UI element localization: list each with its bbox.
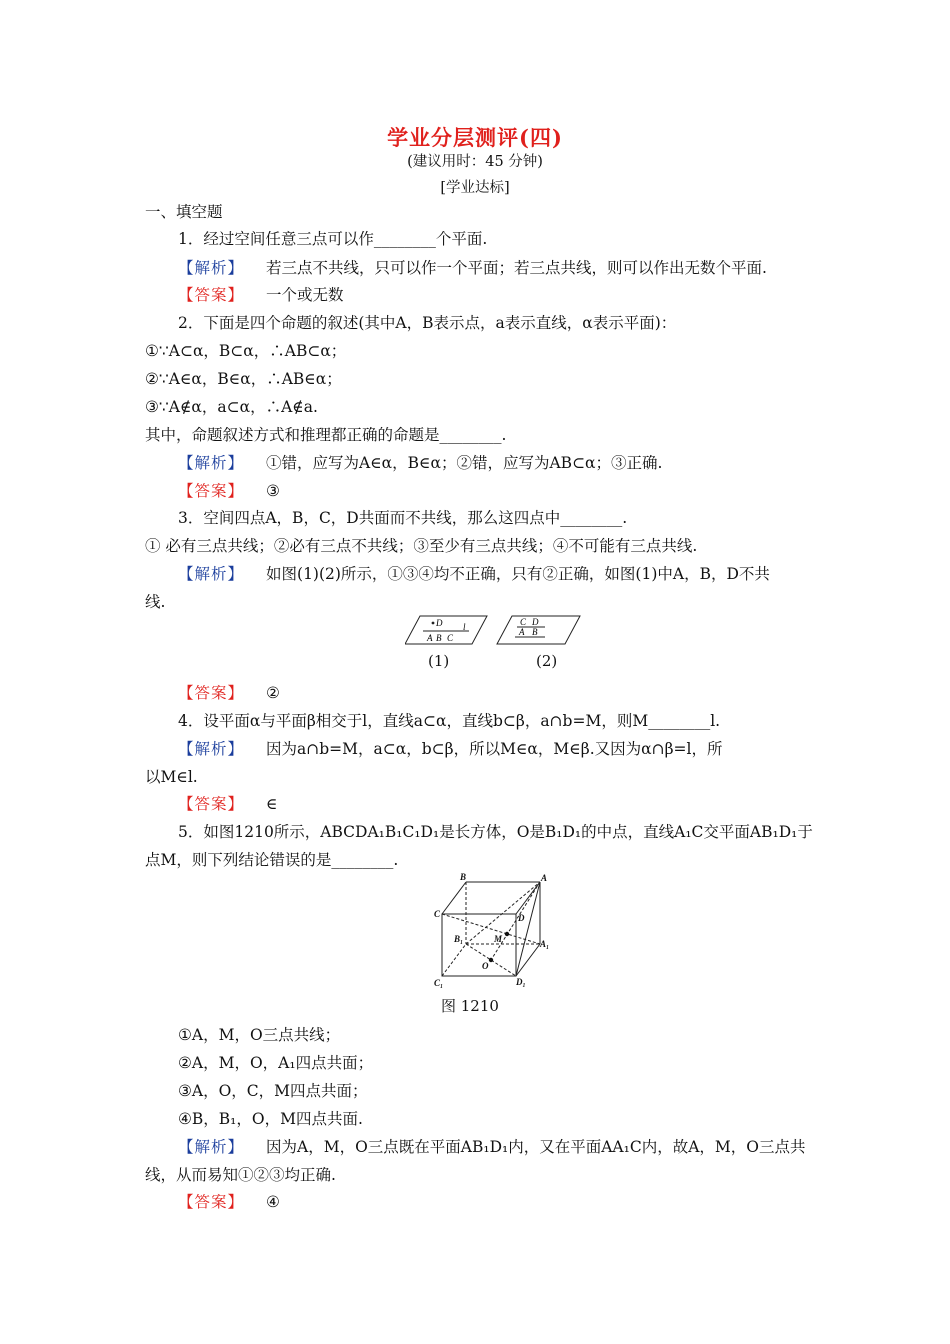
- q3-analysis: [178, 562, 770, 584]
- fig-label-b1: B₁: [454, 934, 464, 944]
- answer-tag: 【答案】: [178, 795, 245, 813]
- q1-answer-text: 一个或无数: [266, 286, 344, 304]
- q5-answer-text: ④: [266, 1193, 280, 1211]
- q3-stem: 3．空间四点A，B，C，D共面而不共线，那么这四点中________.: [178, 509, 628, 527]
- analysis-tag: 【解析】: [178, 454, 245, 472]
- q2-option-1: ①∵A⊂α，B⊂α，∴AB⊂α；: [145, 342, 347, 360]
- q5-stem-cont: 点M，则下列结论错误的是________.: [145, 851, 399, 869]
- fig-label-a: A: [541, 873, 548, 883]
- q5-stem: 5．如图1210所示，ABCDA₁B₁C₁D₁是长方体，O是B₁D₁的中点，直线A₁C交平面AB₁D₁于: [178, 823, 813, 841]
- page-subtitle: (建议用时：45 分钟): [407, 154, 543, 170]
- fig-label-b: B: [460, 872, 467, 882]
- q5-option-4: ④B，B₁，O，M四点共面.: [178, 1110, 363, 1128]
- q5-analysis: [178, 1135, 805, 1157]
- fig-label-c: C: [434, 909, 441, 919]
- fig1-label-l: l: [463, 622, 466, 632]
- section-tag: [学业达标]: [440, 180, 510, 196]
- q2-analysis: [178, 451, 662, 473]
- figure-1-plane: [405, 616, 487, 644]
- fig2-label-d: D: [532, 617, 539, 627]
- analysis-tag: 【解析】: [178, 740, 245, 758]
- answer-tag: 【答案】: [178, 286, 245, 304]
- q5-option-1: ①A，M，O三点共线；: [178, 1026, 341, 1044]
- answer-tag: 【答案】: [178, 684, 245, 702]
- q1-stem: 1．经过空间任意三点可以作________个平面.: [178, 230, 488, 248]
- fig-label-o: O: [482, 961, 489, 971]
- q2-stem: 2．下面是四个命题的叙述(其中A，B表示点，a表示直线，α表示平面)：: [178, 314, 677, 332]
- fig1-label-a: A: [427, 633, 433, 643]
- figure-2-plane: [497, 616, 580, 644]
- analysis-tag: 【解析】: [178, 1138, 245, 1156]
- fig1-label-d: D: [436, 618, 443, 628]
- q2-answer: [178, 479, 280, 501]
- q5-analysis-text: 因为A，M，O三点既在平面AB₁D₁内，又在平面AA₁C内，故A，M，O三点共: [266, 1138, 806, 1156]
- fig1-label-c: C: [447, 633, 454, 643]
- q1-analysis-text: 若三点不共线，只可以作一个平面；若三点共线，则可以作出无数个平面.: [266, 259, 767, 277]
- analysis-tag: 【解析】: [178, 565, 245, 583]
- q5-cuboid-figure: [428, 872, 556, 990]
- q1-answer: [178, 283, 344, 305]
- q3-fig2-caption: (2): [536, 652, 558, 670]
- fig-label-d: D: [518, 913, 525, 923]
- fig-label-d1: D₁: [516, 977, 526, 987]
- q3-analysis-cont: 线.: [145, 593, 166, 611]
- q3-analysis-text: 如图(1)(2)所示，①③④均不正确，只有②正确，如图(1)中A，B，D不共: [266, 565, 770, 583]
- q3-fig1-caption: (1): [428, 652, 450, 670]
- q5-option-3: ③A，O，C，M四点共面；: [178, 1082, 368, 1100]
- q5-option-2: ②A，M，O，A₁四点共面；: [178, 1054, 374, 1072]
- q3-options: ① 必有三点共线；②必有三点不共线；③至少有三点共线；④不可能有三点共线.: [145, 537, 698, 555]
- q5-answer: [178, 1190, 280, 1212]
- q2-answer-text: ③: [266, 482, 280, 500]
- q4-analysis: [178, 737, 723, 759]
- q3-answer-text: ②: [266, 684, 280, 702]
- q4-analysis-cont: 以M∈l.: [145, 768, 198, 786]
- q4-answer-text: ∈: [266, 795, 278, 813]
- section-heading: 一、填空题: [145, 203, 223, 221]
- q3-figures: [405, 614, 585, 648]
- q5-fig-caption: 图 1210: [441, 997, 499, 1015]
- q1-analysis: [178, 256, 767, 278]
- q2-option-3: ③∵A∉α，a⊂α，∴A∉a.: [145, 398, 318, 416]
- q4-stem: 4．设平面α与平面β相交于l，直线a⊂α，直线b⊂β，a∩b=M，则M________l.: [178, 712, 721, 730]
- q3-answer: [178, 681, 280, 703]
- fig2-label-a: A: [519, 627, 525, 637]
- q4-answer: [178, 792, 278, 814]
- answer-tag: 【答案】: [178, 1193, 245, 1211]
- fig-label-c1: C₁: [434, 978, 444, 988]
- fig1-label-b: B: [436, 633, 442, 643]
- analysis-tag: 【解析】: [178, 259, 245, 277]
- answer-tag: 【答案】: [178, 482, 245, 500]
- fig-label-a1: A₁: [540, 939, 550, 949]
- fig2-label-b: B: [532, 627, 538, 637]
- q2-question: 其中，命题叙述方式和推理都正确的命题是________.: [145, 426, 507, 444]
- q2-analysis-text: ①错，应写为A∈α，B∈α；②错，应写为AB⊂α；③正确.: [266, 454, 663, 472]
- q4-analysis-text: 因为a∩b=M，a⊂α，b⊂β，所以M∈α，M∈β.又因为α∩β=l，所: [266, 740, 723, 758]
- page-title: 学业分层测评(四): [387, 125, 563, 150]
- q5-analysis-cont: 线，从而易知①②③均正确.: [145, 1166, 336, 1184]
- fig-label-m: M: [494, 934, 503, 944]
- q2-option-2: ②∵A∈α，B∈α，∴AB∈α；: [145, 370, 342, 388]
- fig2-label-c: C: [520, 617, 527, 627]
